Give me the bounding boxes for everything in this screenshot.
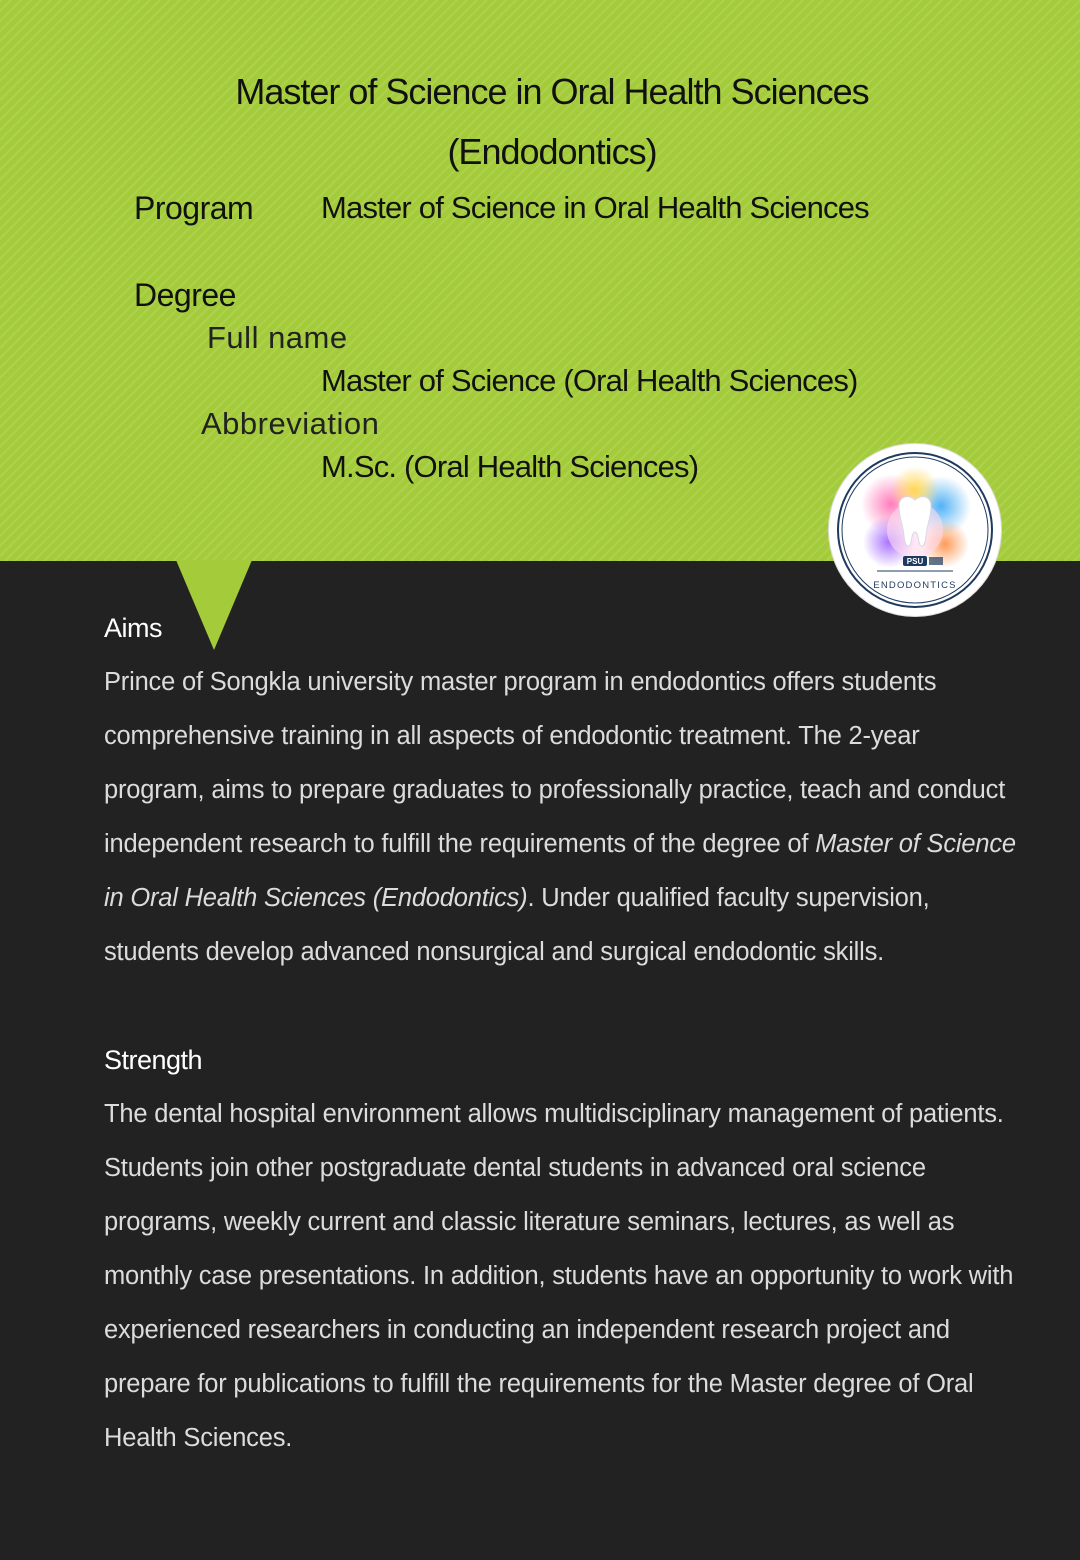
page-title-line-2: (Endodontics) (447, 131, 657, 172)
strength-heading: Strength (104, 1045, 203, 1075)
program-value: Master of Science in Oral Health Sciences (321, 190, 869, 225)
degree-title-italic: Master of Science in Oral Health Sciences (Endodontics) (104, 830, 1016, 912)
aims-heading: Aims (104, 613, 162, 643)
strength-paragraph: The dental hospital environment allows multidisciplinary management of patients. Students join other postgraduate dental students in advanced oral science programs, weekly current and classic literature seminars, lectures, as well as monthly case presentations. In addition, students have an opportunity to work with experienced researchers in conducting an independent research project and prepare for publications to fulfill the requirements for the Master degree of Oral Health Sciences. (104, 1100, 1014, 1452)
svg-text:PSU: PSU (906, 557, 924, 566)
program-label: Program (134, 190, 254, 226)
page-title-line-1: Master of Science in Oral Health Sciences (235, 71, 869, 112)
aims-paragraph: Prince of Songkla university master program in endodontics offers students comprehensive training in all aspects of endodontic treatment. The 2-year program, aims to prepare graduates to professionally practice, teach and conduct independent research to fulfill the requirements of the degree of Master of Science in Oral Health Sciences (Endodontics). Under qualified faculty supervision, students develop advanced nonsurgical and surgical endodontic skills. (104, 668, 1016, 966)
full-name-value: Master of Science (Oral Health Sciences) (321, 363, 858, 398)
degree-label: Degree (134, 277, 236, 313)
speech-pointer (176, 560, 252, 650)
abbreviation-label: Abbreviation (201, 406, 380, 441)
full-name-label: Full name (207, 320, 348, 355)
endodontics-logo (829, 444, 1001, 616)
logo-caption: ENDODONTICS (873, 580, 957, 591)
abbreviation-value: M.Sc. (Oral Health Sciences) (321, 449, 699, 484)
